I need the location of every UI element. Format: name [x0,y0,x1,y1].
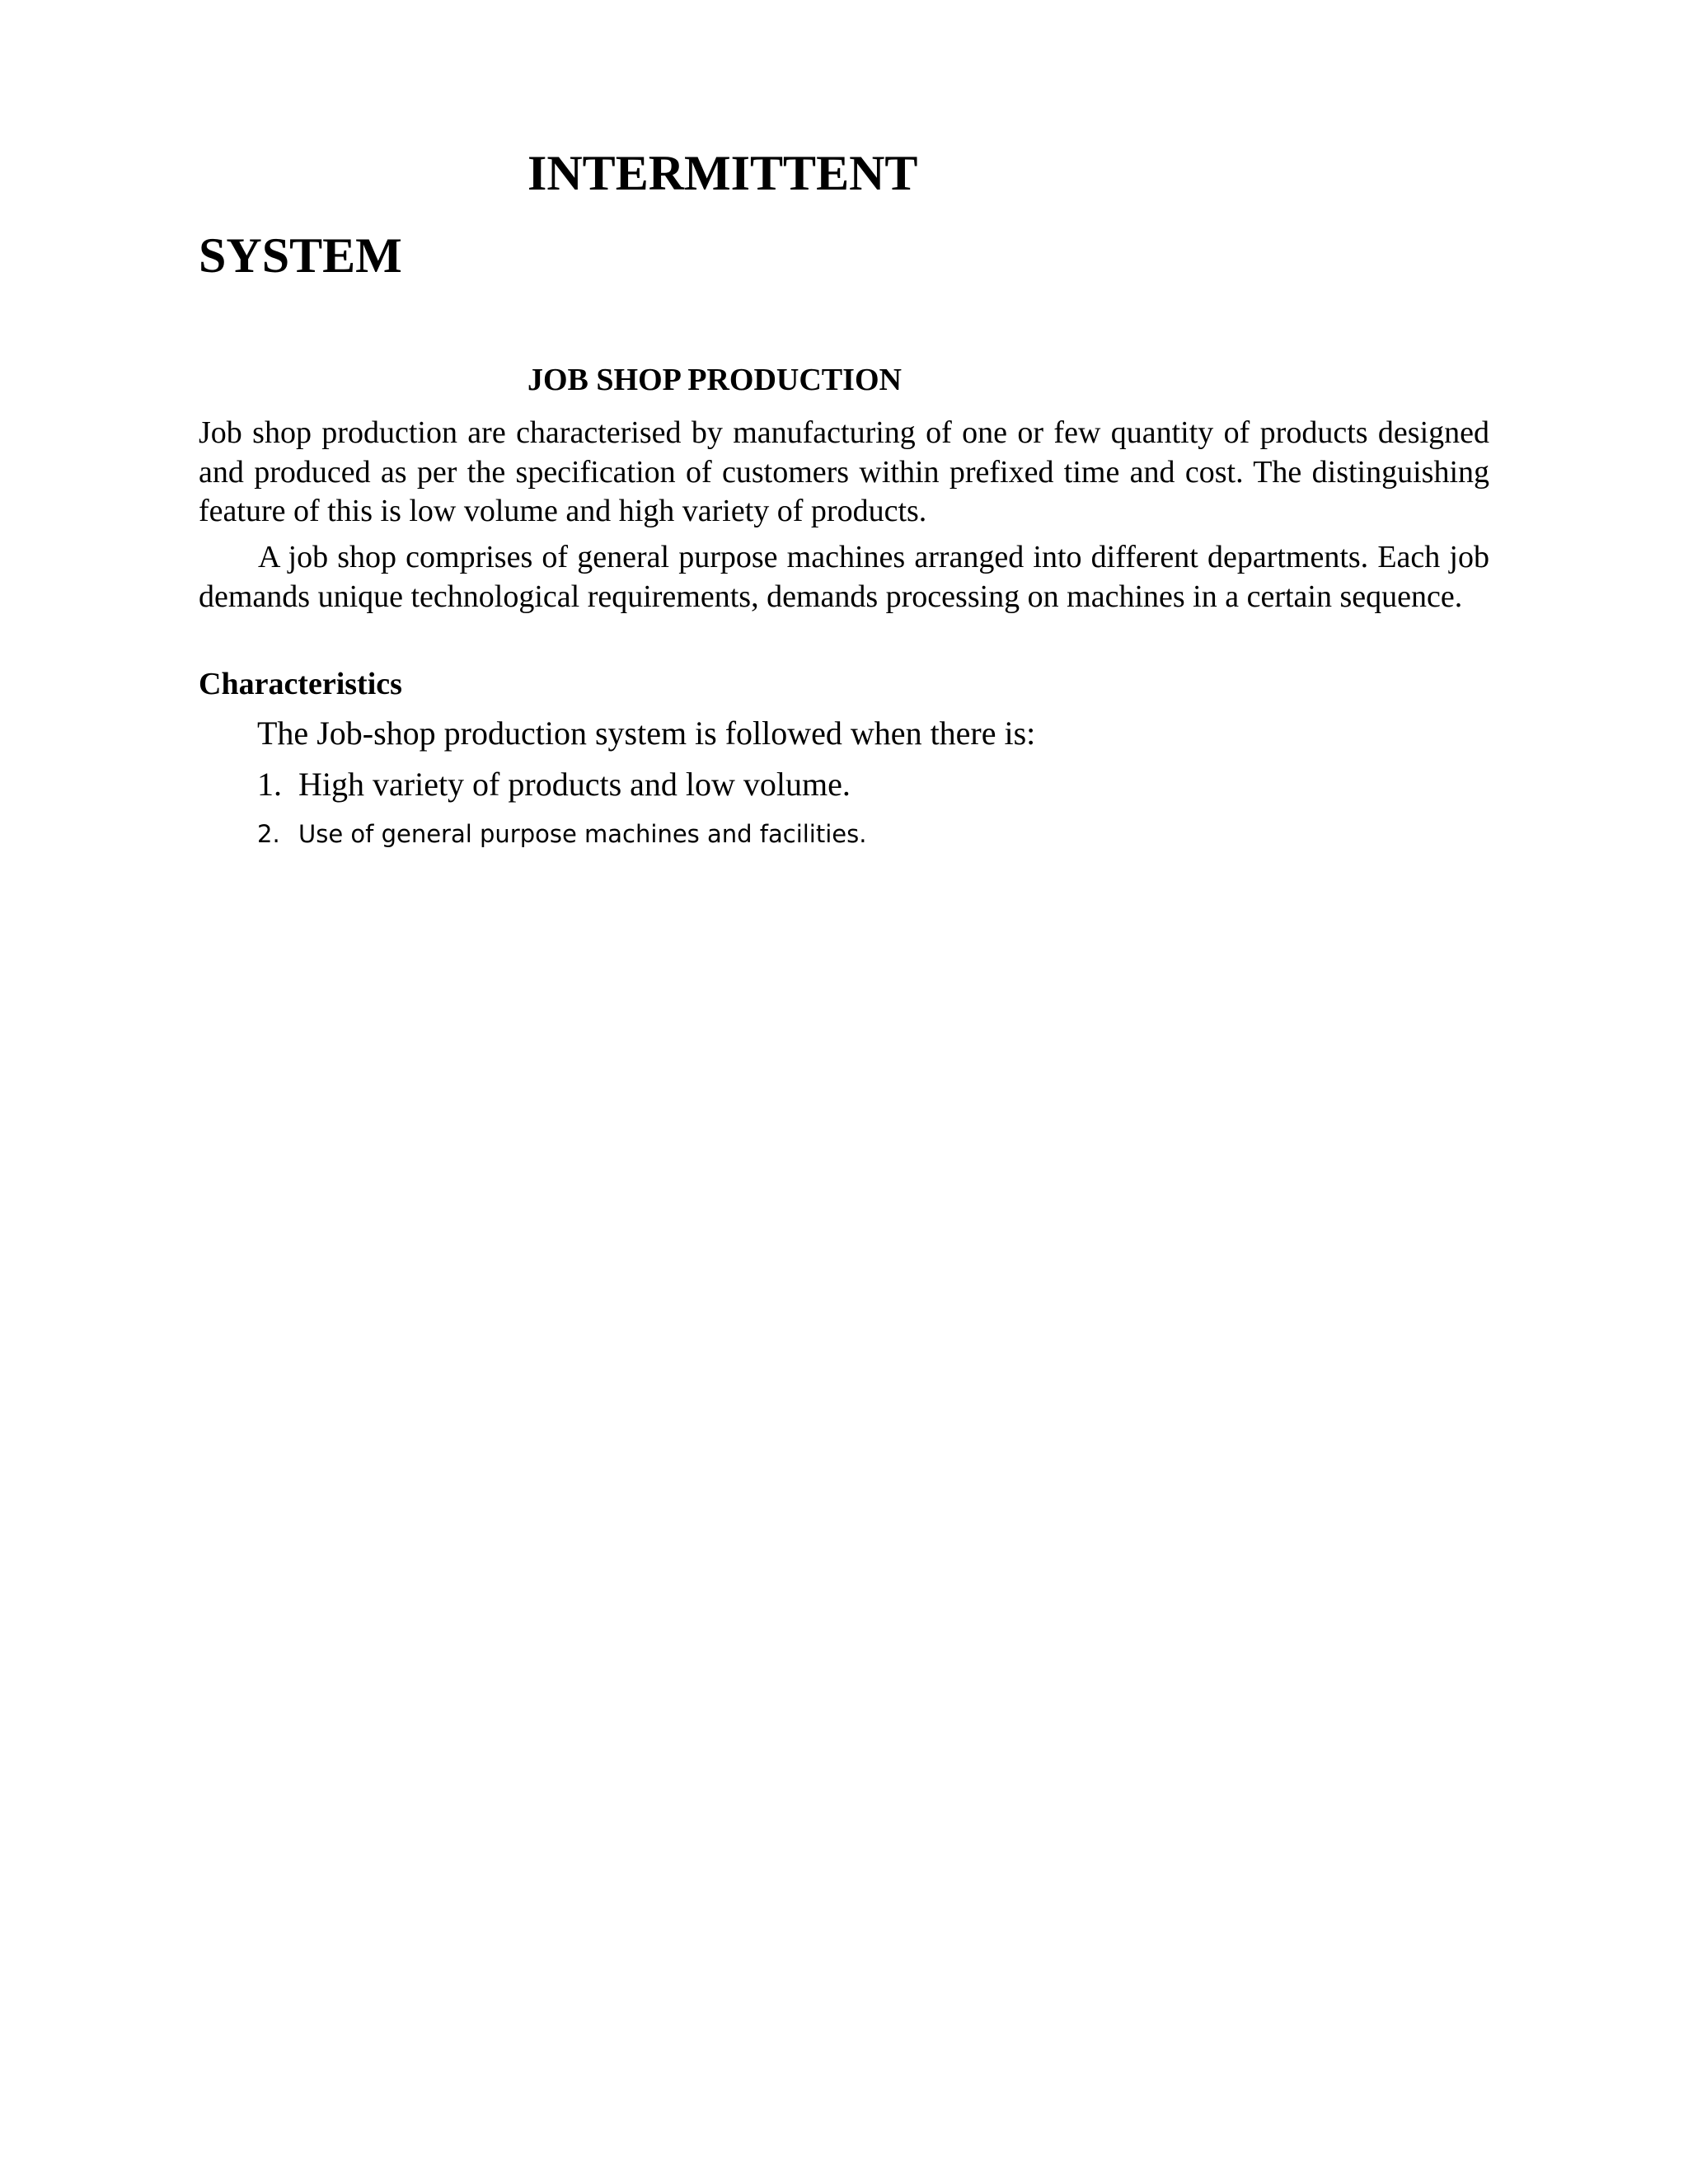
paragraph: Job shop production are characterised by manufacturing of one or few quantity of products designed and produced as per the specification of customers within prefixed time and cost. The distinguishing feature of this is low volume and high variety of products. [199,415,1489,528]
list-item-number: 1. [257,766,282,803]
list-item [257,820,867,848]
subheading-characteristics: Characteristics [199,667,402,701]
section-heading: JOB SHOP PRODUCTION [528,363,902,397]
document-title-line-1: INTERMITTENT [528,146,918,200]
document-title-line-2: SYSTEM [199,228,402,283]
list-item-text: High variety of products and low volume. [298,766,851,803]
list-item-number: 2. [257,820,280,848]
list-intro: The Job-shop production system is followed when there is: [257,715,1036,752]
list-item-text: Use of general purpose machines and facilities. [298,820,867,848]
paragraph: A job shop comprises of general purpose machines arranged into different departments. Each job demands unique technological requirements, demands processing on machines in a certain sequence. [199,540,1489,614]
list-item [257,768,851,801]
